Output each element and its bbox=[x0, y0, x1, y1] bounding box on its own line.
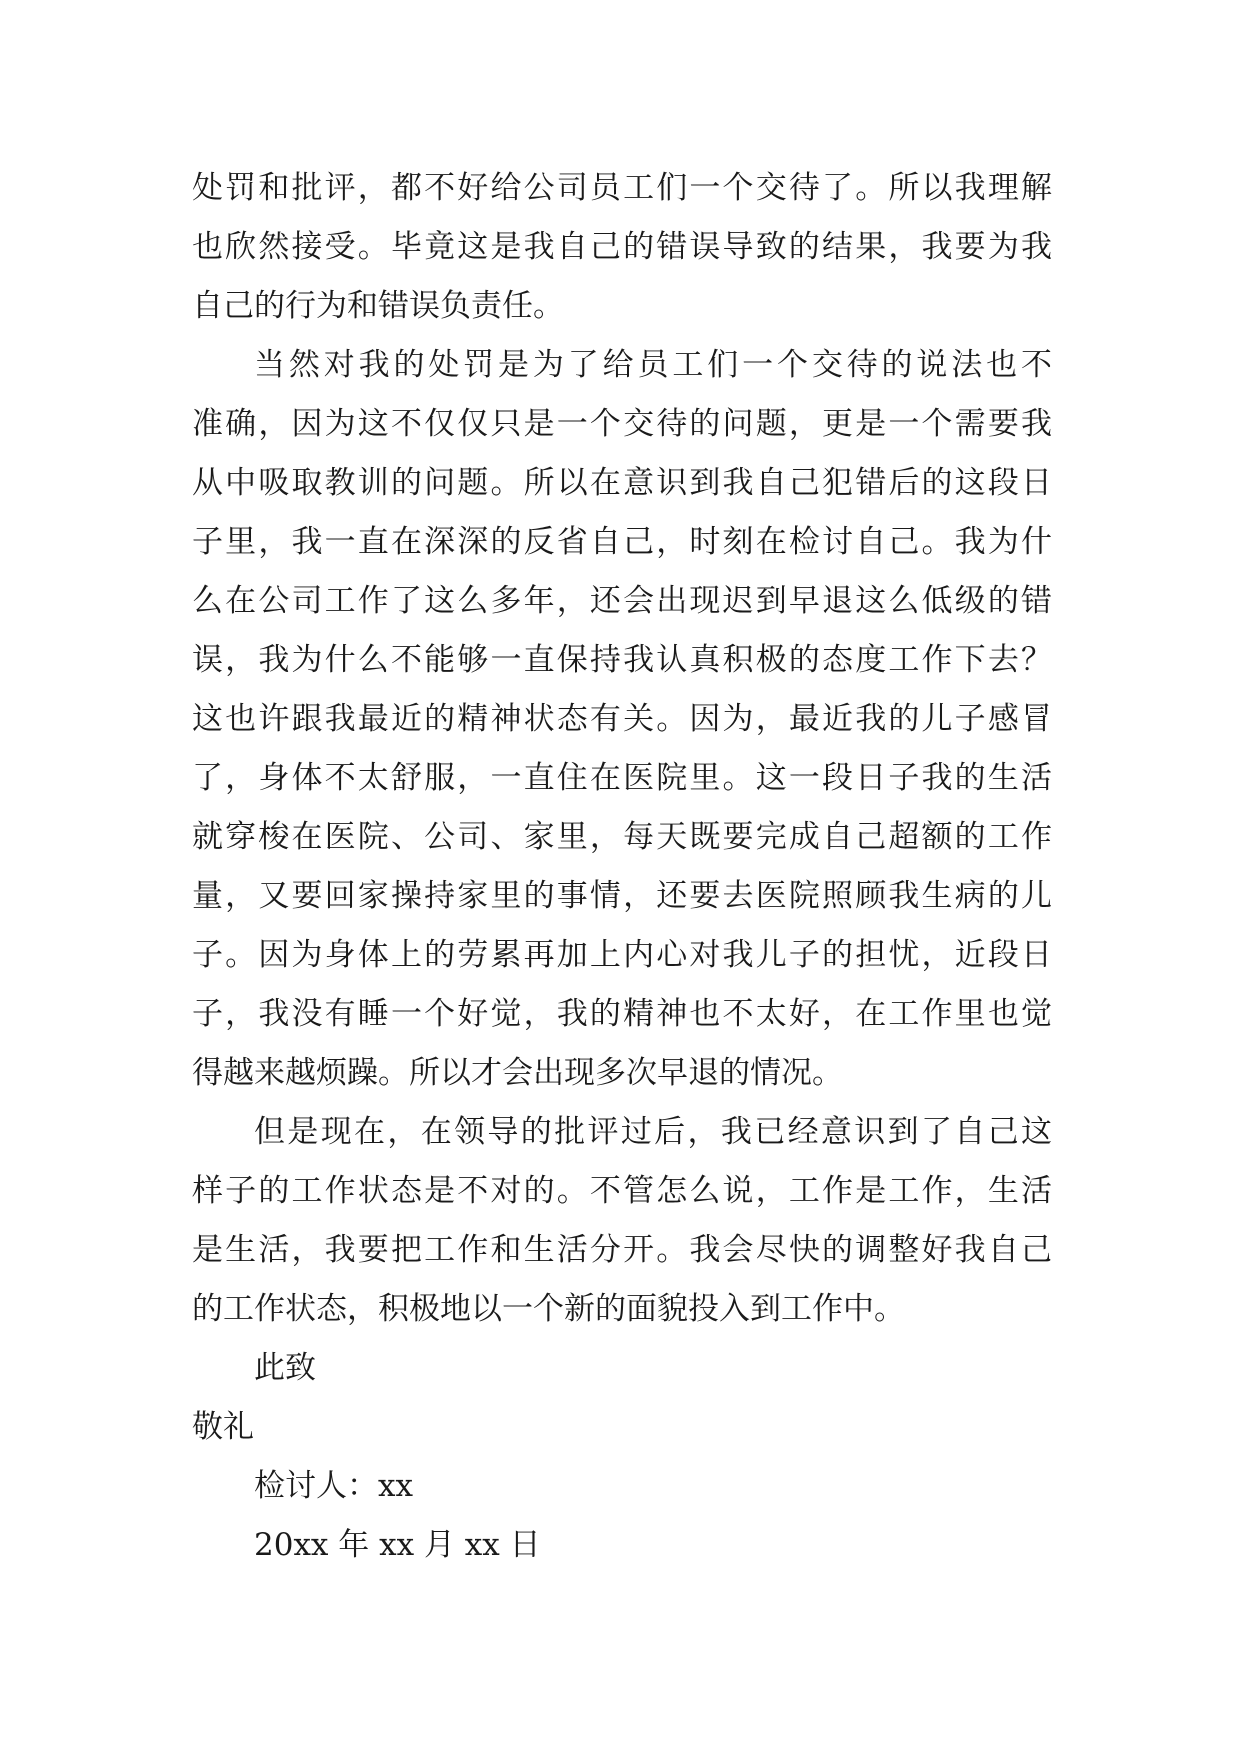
text-line: 误，我为什么不能够一直保持我认真积极的态度工作下去？ bbox=[192, 642, 1052, 678]
text-line: 得越来越烦躁。所以才会出现多次早退的情况。 bbox=[192, 1055, 843, 1091]
text-line: 自己的行为和错误负责任。 bbox=[192, 288, 564, 324]
text-line: 但是现在，在领导的批评过后，我已经意识到了自己这 bbox=[254, 1114, 1052, 1150]
text-line: 处罚和批评，都不好给公司员工们一个交待了。所以我理解 bbox=[192, 170, 1052, 206]
text-line: 当然对我的处罚是为了给员工们一个交待的说法也不 bbox=[254, 347, 1052, 383]
paragraph-3 bbox=[192, 1103, 1052, 1339]
text-line: 了，身体不太舒服，一直住在医院里。这一段日子我的生活 bbox=[192, 760, 1052, 796]
text-line: 么在公司工作了这么多年，还会出现迟到早退这么低级的错 bbox=[192, 583, 1052, 619]
salutation-cizhi: 此致 bbox=[254, 1350, 316, 1386]
salutation-jingli: 敬礼 bbox=[192, 1409, 254, 1445]
text-line: 就穿梭在医院、公司、家里，每天既要完成自己超额的工作 bbox=[192, 819, 1052, 855]
text-line: 子，我没有睡一个好觉，我的精神也不太好，在工作里也觉 bbox=[192, 996, 1052, 1032]
text-line: 量，又要回家操持家里的事情，还要去医院照顾我生病的儿 bbox=[192, 878, 1052, 914]
text-line: 也欣然接受。毕竟这是我自己的错误导致的结果，我要为我 bbox=[192, 229, 1052, 265]
text-line: 是生活，我要把工作和生活分开。我会尽快的调整好我自己 bbox=[192, 1232, 1052, 1268]
text-line: 子里，我一直在深深的反省自己，时刻在检讨自己。我为什 bbox=[192, 524, 1052, 560]
text-line: 的工作状态，积极地以一个新的面貌投入到工作中。 bbox=[192, 1291, 905, 1327]
text-line: 样子的工作状态是不对的。不管怎么说，工作是工作，生活 bbox=[192, 1173, 1052, 1209]
paragraph-1 bbox=[192, 159, 1052, 336]
text-line: 子。因为身体上的劳累再加上内心对我儿子的担忧，近段日 bbox=[192, 937, 1052, 973]
text-line: 这也许跟我最近的精神状态有关。因为，最近我的儿子感冒 bbox=[192, 701, 1052, 737]
paragraph-2 bbox=[192, 336, 1052, 1103]
signer: 检讨人：xx bbox=[254, 1468, 413, 1504]
text-line: 准确，因为这不仅仅只是一个交待的问题，更是一个需要我 bbox=[192, 406, 1052, 442]
document-page bbox=[192, 159, 1052, 1575]
text-line: 从中吸取教训的问题。所以在意识到我自己犯错后的这段日 bbox=[192, 465, 1052, 501]
date: 20xx 年 xx 月 xx 日 bbox=[254, 1527, 541, 1563]
